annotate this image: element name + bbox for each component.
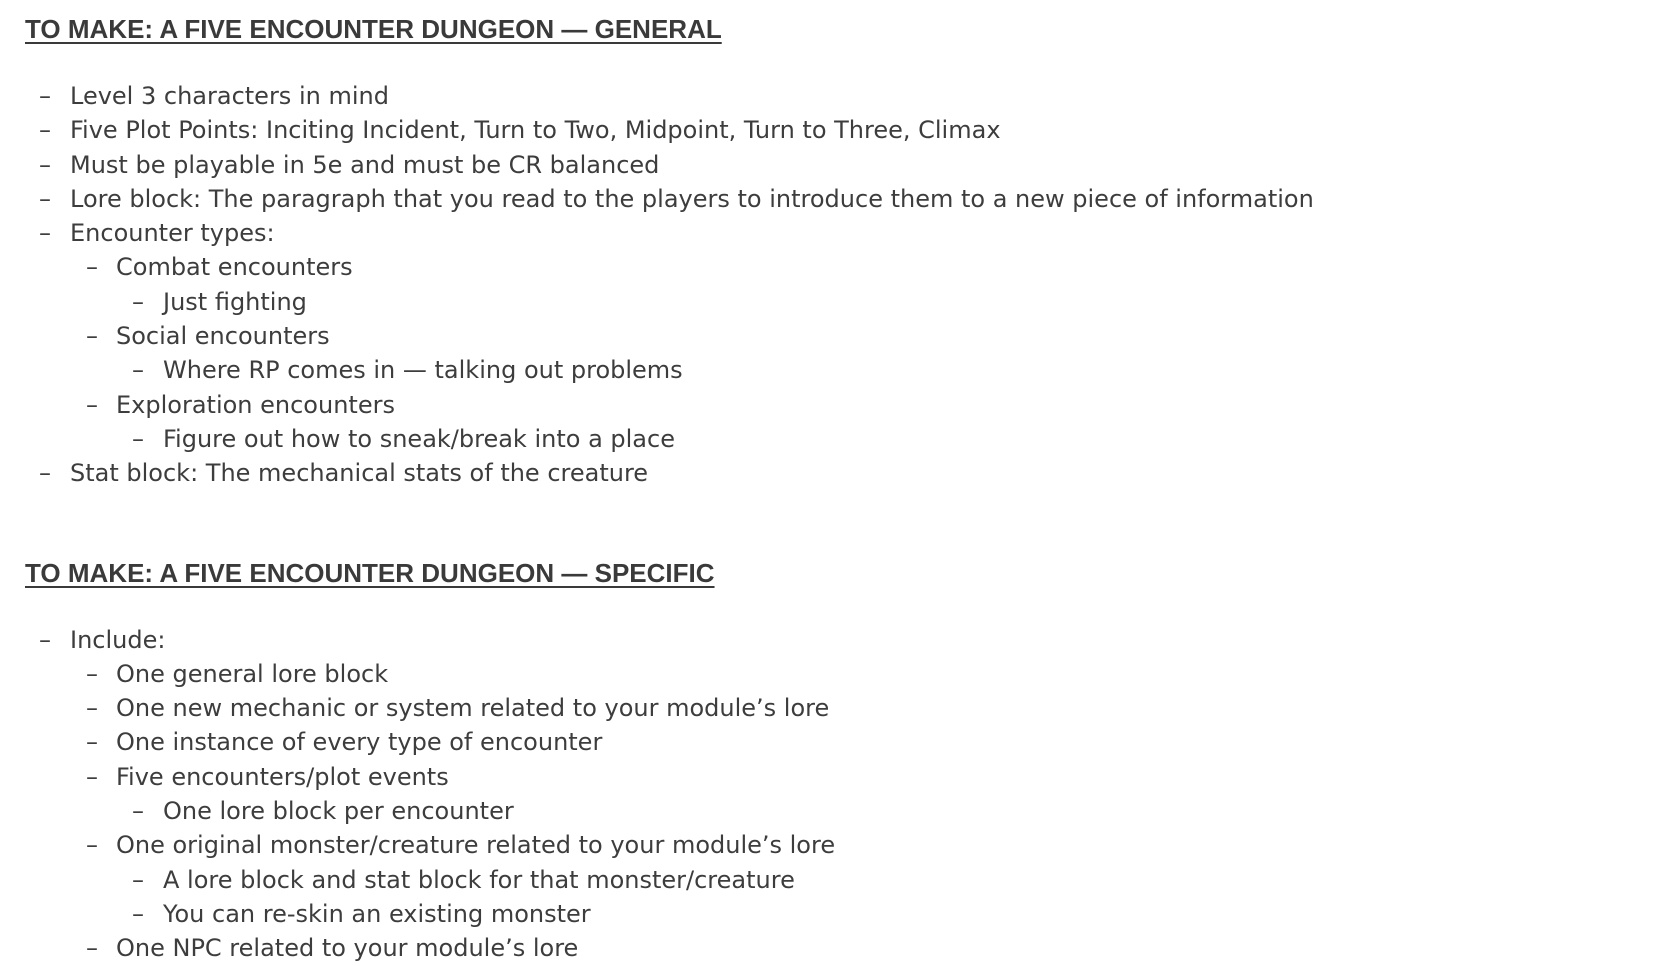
section-heading-general: TO MAKE: A FIVE ENCOUNTER DUNGEON — GENERAL: [25, 14, 722, 44]
list-item: [25, 828, 1665, 862]
list-item: [25, 388, 1665, 422]
list-item-text: Encounter types:: [70, 219, 275, 248]
dash-bullet-icon: –: [132, 865, 144, 894]
list-item: [25, 250, 1665, 284]
dash-bullet-icon: –: [39, 459, 51, 488]
list-item-text: Level 3 characters in mind: [70, 82, 389, 110]
dash-bullet-icon: –: [132, 287, 144, 316]
dash-bullet-icon: –: [132, 797, 144, 826]
list-item: [25, 216, 1665, 250]
list-item-text: Five encounters/plot events: [116, 762, 449, 791]
list-item: [25, 623, 1665, 657]
list-item: [25, 422, 1665, 456]
list-item-text: One general lore block: [116, 659, 389, 688]
list-item-text: A lore block and stat block for that monster/creature: [163, 865, 795, 894]
dash-bullet-icon: –: [39, 219, 51, 248]
list-item-text: Five Plot Points: Inciting Incident, Turn to Two, Midpoint, Turn to Three, Climax: [70, 116, 1001, 145]
list-item-text: One NPC related to your module’s lore: [116, 934, 579, 963]
list-item-text: One original monster/creature related to your module’s lore: [116, 831, 836, 860]
dash-bullet-icon: –: [86, 694, 98, 723]
dash-bullet-icon: –: [86, 762, 98, 791]
list-item-text: Lore block: The paragraph that you read to the players to introduce them to a new piece of information: [70, 184, 1314, 213]
list-item-text: Combat encounters: [116, 253, 353, 282]
list-specific: [25, 623, 1665, 966]
list-item: [25, 353, 1665, 387]
list-item-text: Exploration encounters: [116, 390, 395, 419]
list-item: [25, 79, 1665, 113]
list-item-text: One new mechanic or system related to your module’s lore: [116, 694, 830, 723]
dash-bullet-icon: –: [39, 625, 51, 654]
list-item: [25, 456, 1665, 490]
list-item: [25, 148, 1665, 182]
dash-bullet-icon: –: [39, 150, 51, 179]
dash-bullet-icon: –: [86, 934, 98, 963]
section-heading-specific: TO MAKE: A FIVE ENCOUNTER DUNGEON — SPECIFIC: [25, 557, 715, 588]
list-item-text: One lore block per encounter: [163, 797, 514, 826]
list-item: [25, 931, 1665, 965]
list-item-text: One instance of every type of encounter: [116, 728, 603, 757]
list-item: [25, 657, 1665, 691]
list-item: [25, 794, 1665, 828]
dash-bullet-icon: –: [132, 424, 144, 453]
list-item-text: Include:: [70, 625, 166, 654]
dash-bullet-icon: –: [86, 390, 98, 419]
list-item: [25, 113, 1665, 147]
list-item-text: Figure out how to sneak/break into a place: [163, 424, 675, 453]
list-item: [25, 691, 1665, 725]
list-item: [25, 285, 1665, 319]
list-item-text: Stat block: The mechanical stats of the creature: [70, 459, 649, 488]
dash-bullet-icon: –: [39, 184, 51, 213]
dash-bullet-icon: –: [86, 322, 98, 351]
dash-bullet-icon: –: [86, 831, 98, 860]
list-item: [25, 760, 1665, 794]
dash-bullet-icon: –: [86, 728, 98, 757]
dash-bullet-icon: –: [39, 116, 51, 145]
dash-bullet-icon: –: [86, 659, 98, 688]
list-item: [25, 725, 1665, 759]
dash-bullet-icon: –: [86, 253, 98, 282]
list-item: [25, 897, 1665, 931]
list-item-text: Where RP comes in — talking out problems: [163, 356, 683, 385]
dash-bullet-icon: –: [132, 356, 144, 385]
list-item: [25, 182, 1665, 216]
list-item-text: Must be playable in 5e and must be CR balanced: [70, 150, 660, 179]
list-item: [25, 319, 1665, 353]
list-item: [25, 863, 1665, 897]
list-item-text: You can re-skin an existing monster: [163, 899, 591, 928]
list-general: [25, 79, 1665, 491]
list-item-text: Just fighting: [163, 287, 307, 316]
document-body: [25, 10, 1665, 966]
dash-bullet-icon: –: [39, 82, 51, 110]
dash-bullet-icon: –: [132, 899, 144, 928]
list-item-text: Social encounters: [116, 322, 330, 351]
